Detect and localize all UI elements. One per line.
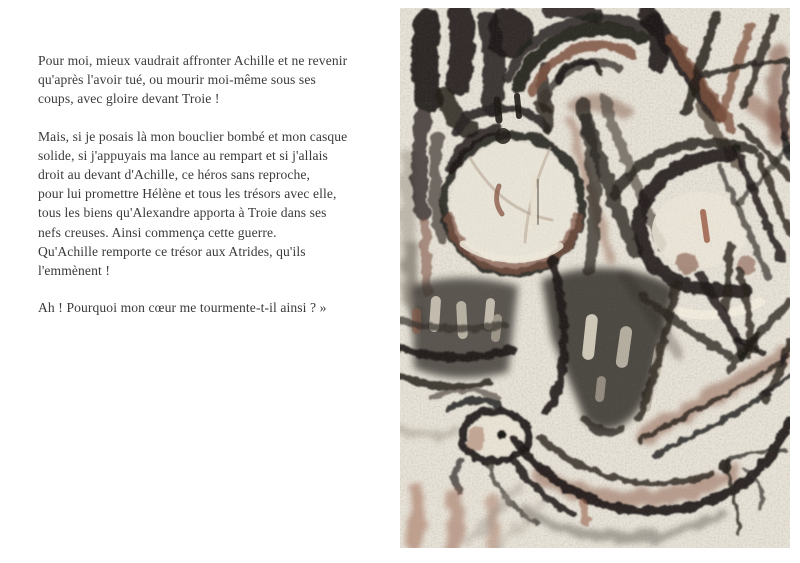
left-page-text	[38, 51, 390, 317]
paragraph-1	[38, 51, 390, 109]
text-line: qu'après l'avoir tué, ou mourir moi-même sous ses	[38, 72, 316, 88]
text-line: coups, avec gloire devant Troie !	[38, 91, 220, 107]
text-line: tous les biens qu'Alexandre apporta à Troie dans ses	[38, 205, 327, 221]
paragraph-2	[38, 127, 390, 281]
paragraph-3	[38, 298, 390, 317]
text-line: Mais, si je posais là mon bouclier bombé et mon casque	[38, 128, 348, 144]
text-line: droit au devant d'Achille, ce héros sans reproche,	[38, 167, 311, 183]
text-line: nefs creuses. Ainsi commença cette guerre.	[38, 224, 277, 240]
text-line: Pour moi, mieux vaudrait affronter Achille et ne revenir	[38, 53, 348, 68]
text-line: l'emmènent !	[38, 263, 110, 279]
text-line: Ah ! Pourquoi mon cœur me tourmente-t-il ainsi ? »	[38, 300, 327, 316]
paper-grain-overlay	[400, 8, 790, 548]
text-line: pour lui promettre Hélène et tous les trésors avec elle,	[38, 186, 337, 202]
text-line: Qu'Achille remporte ce trésor aux Atrides, qu'ils	[38, 243, 306, 259]
artwork-plate	[400, 8, 790, 548]
artwork-image	[400, 8, 790, 548]
text-line: solide, si j'appuyais ma lance au rempart et si j'allais	[38, 147, 328, 163]
